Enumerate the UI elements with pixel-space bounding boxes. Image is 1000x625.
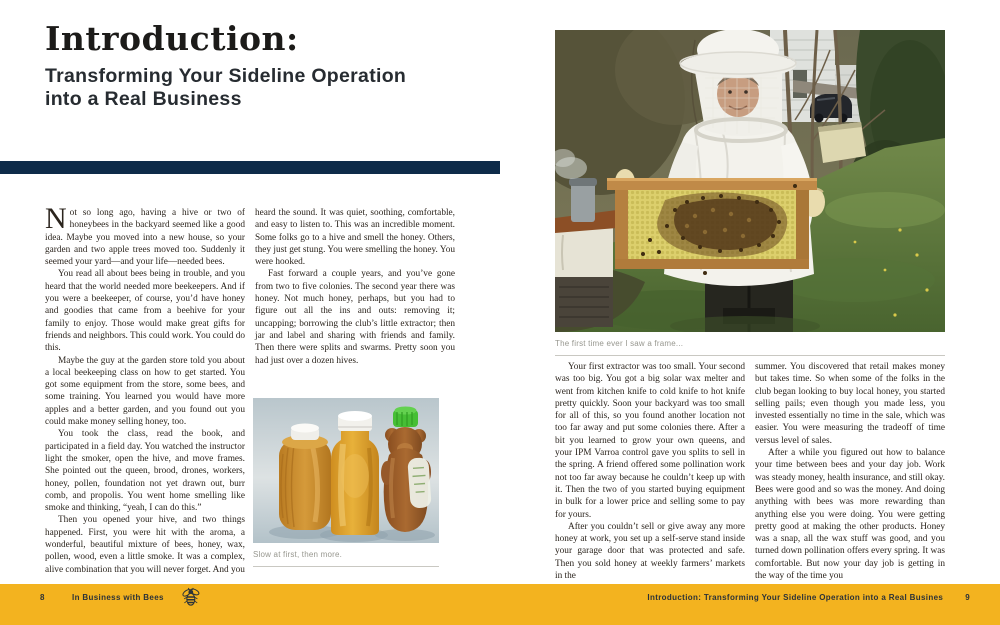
footer-book-title: In Business with Bees (72, 592, 164, 602)
beekeeper-caption: The first time ever I saw a frame... (555, 339, 684, 348)
chapter-title: Introduction: (45, 19, 299, 58)
caption-rule (253, 566, 439, 567)
beekeeper-photo (555, 30, 945, 332)
body-paragraph: After a while you figured out how to balance your time between bees and your day job. Work was steady money, health insurance, and still okay. Bees were good and so was the money. And doing anything with bees was more rewarding than anything else you were doing. You were getting pretty good at making the other products. Honey was a snap, all the wax stuff was good, and you turned down pollination offers every spring. It was comfortable. But now your day job is getting in the way of the time you (755, 448, 945, 582)
body-paragraph: Fast forward a couple years, and you’ve gone from two to five colonies. The second year there was honey. Not much honey, perhaps, but you had to figure out all the ins and outs: removing it; uncapping; borrowing the club’s little extractor; then jar and label and sharing with friends and family. Then there were splits and swarms. Pretty soon you had just over a dozen hives. (255, 269, 455, 366)
jars-caption: Slow at first, then more. (253, 550, 343, 559)
left-page-column-1 (45, 202, 245, 576)
honey-jars-photo (253, 398, 439, 543)
chapter-subtitle (45, 65, 465, 110)
body-paragraph: Maybe the guy at the garden store told you about a local beekeeping class on how to get started. You got some equipment from the store, some bees, and some training. You learned you would have more apples and a better garden, and you found out you could make money selling honey, too. (45, 355, 245, 428)
drop-cap: N (45, 202, 67, 235)
footer-band (0, 584, 1000, 625)
bee-icon (180, 586, 202, 608)
right-page-text-columns (555, 361, 945, 582)
body-paragraph: You took the class, read the book, and participated in a field day. You watched the instructor light the smoker, open the hive, and move frames. She pointed out the queen, brood, drones, workers, honey, pollen, foundation not yet drawn out, burr comb, and propolis. You went home smelling like smoke and thinking, “yeah, I can do this.” (45, 429, 245, 514)
beekeeper-figure (555, 30, 945, 356)
body-paragraph: summer. You discovered that retail makes money but takes time. So when some of the folks in the club began looking to buy local honey, you started selling pails; even though you made less, you invested essentially no time in the sale, which was easier. You were measuring the tradeoff of time versus level of sales. (755, 362, 945, 446)
right-page-column-1 (555, 361, 745, 582)
honey-jars-figure (253, 398, 439, 567)
chapter-heading (45, 20, 465, 110)
body-paragraph: Then you opened your hive, and two things happened. First, you were hit with the aroma, a wonderful, beautiful mixture of bees, honey, wax, pollen, wood, even a little smoke. It was a complex, alive combination that you will never forget. And you (45, 515, 245, 575)
footer-running-title: Introduction: Transforming Your Sideline Operation into a Real Busines (647, 592, 944, 602)
chapter-subtitle-line-1: Transforming Your Sideline Operation (45, 65, 407, 87)
right-page-column-2 (755, 361, 945, 582)
right-page-number: 9 (965, 592, 970, 602)
body-paragraph: You read all about bees being in trouble, and you heard that the world needed more beekeepers. And if you were a beekeeper, of course, you’d have honey and goodies that came from a beehive for your family to enjoy. Those would make great gifts for friends and neighbors. This could work. You could do this. (45, 269, 245, 354)
chapter-subtitle-line-2: into a Real Business (45, 87, 242, 110)
body-paragraph: Your first extractor was too small. Your second was too big. You got a big solar wax melter and went from kitchen knife to cold knife to hot knife pretty quickly. Soon your backyard was too small for all of this, so you found another location not too far away and put some colonies there. After a bit you learned to grow your own queens, and your IPM Varroa control gave you splits to sell in the spring. A friend offered some pollination work not too far away because he couldn’t keep up with it. Then the two of you started buying equipment in bulk for a lower price and selling some to pay for yours. (555, 362, 745, 520)
body-paragraph: Not so long ago, having a hive or two of honeybees in the backyard seemed like a good idea. Maybe you moved into a new house, so your garden and two apple trees moved too. Suddenly it seemed your yard—and your life—needed bees. (45, 202, 245, 268)
body-paragraph: After you couldn’t sell or give away any more honey at work, you set up a self-serve stand inside your garage door that was protected and safe. Then you sold honey at weekly farmers’ markets in the (555, 521, 745, 582)
caption-rule (555, 355, 945, 356)
body-paragraph: heard the sound. It was quiet, soothing, comfortable, and easy to listen to. This was an incredible moment. Some folks go to a hive and smell the honey. Others, they just get stung. You were smelling the honey. You were hooked. (255, 208, 455, 268)
left-page-number: 8 (40, 592, 45, 602)
navy-divider-bar (0, 161, 500, 174)
